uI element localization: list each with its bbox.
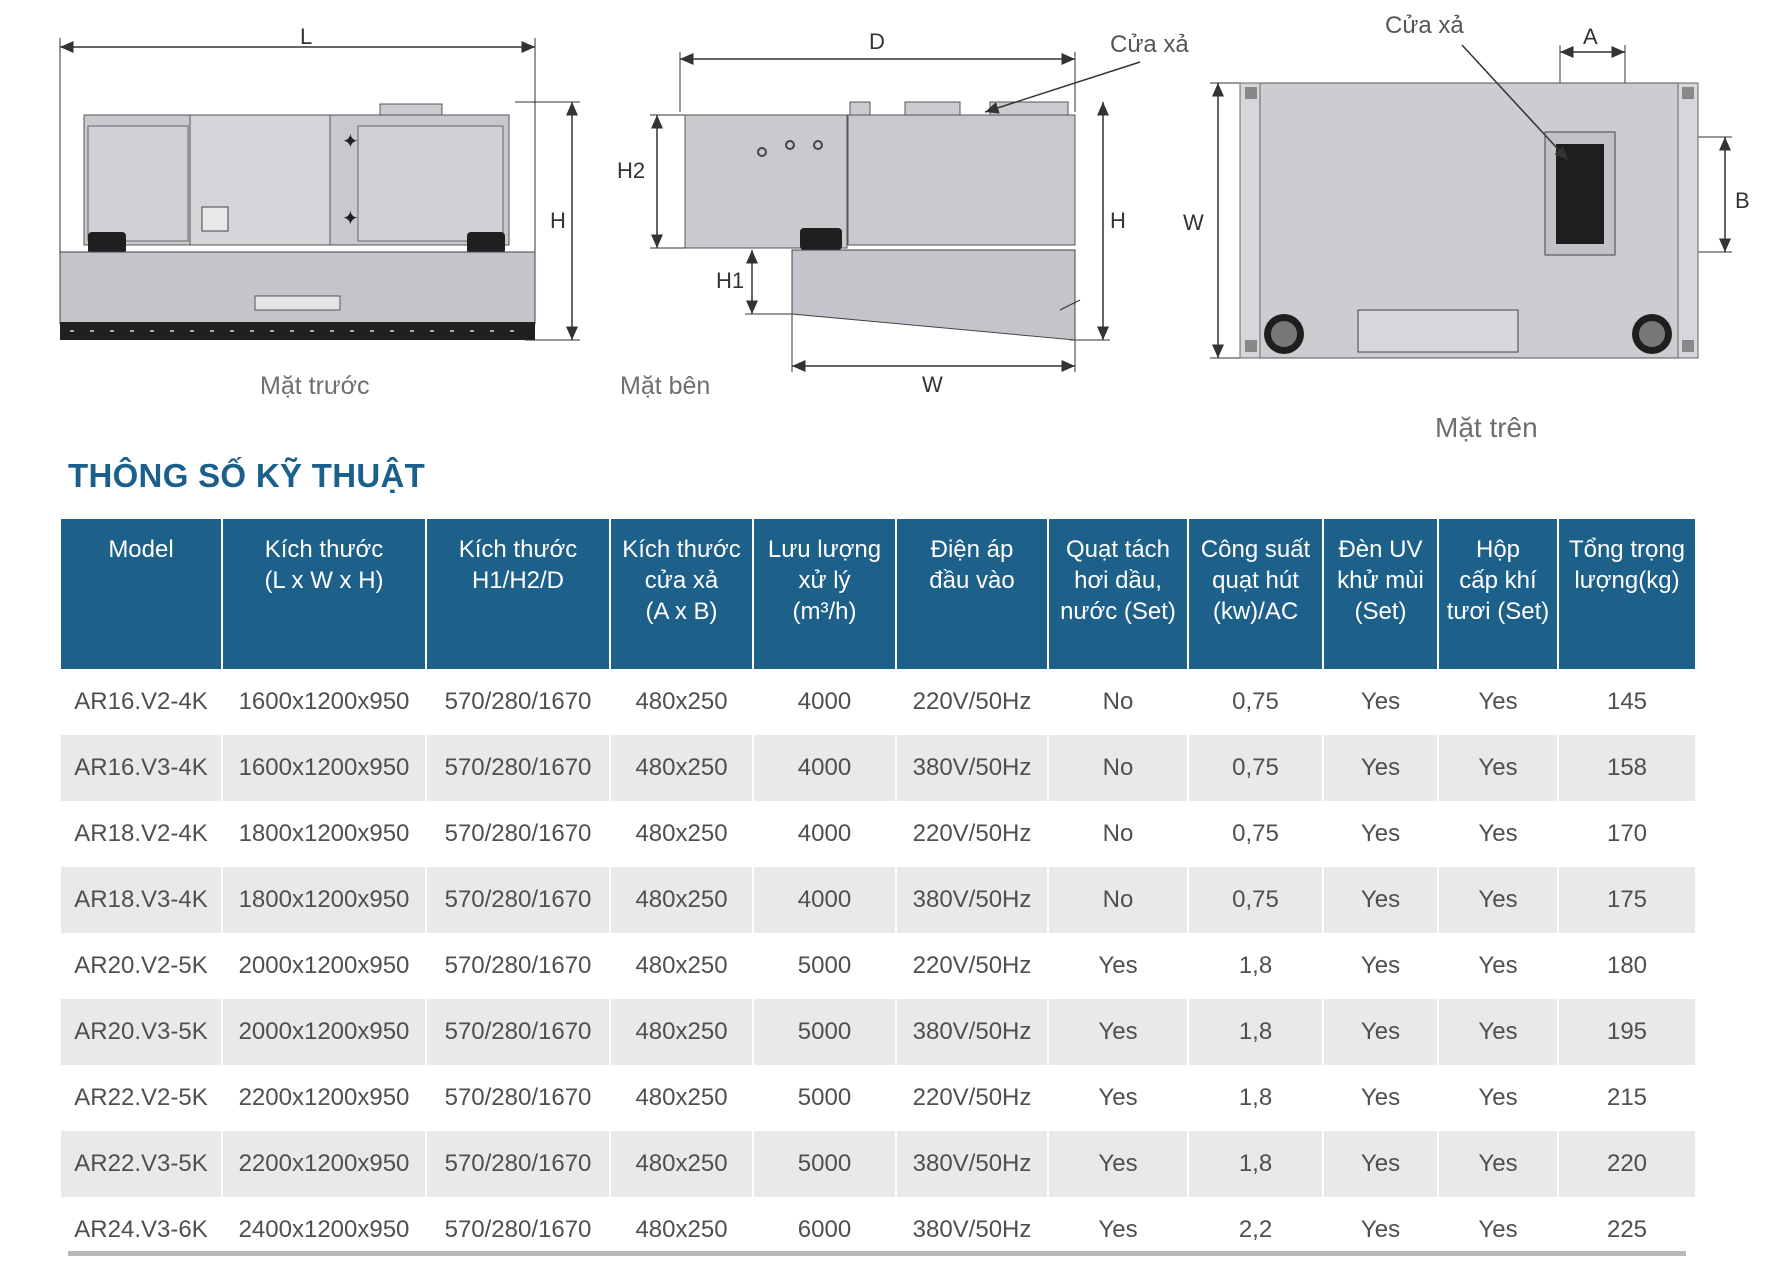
- table-header-row: [61, 519, 1695, 669]
- cell-outlet-size: 480x250: [635, 1216, 728, 1243]
- cell-dimensions: 1800x1200x950: [223, 867, 425, 933]
- cell-voltage: 380V/50Hz: [912, 1216, 1032, 1243]
- cell-voltage: 220V/50Hz: [912, 1084, 1032, 1111]
- cell-h1-h2-d: 570/280/1670: [444, 952, 592, 979]
- top-view-drawing: [1210, 45, 1732, 358]
- table-row: [61, 735, 1695, 801]
- cell-fresh-air-box: Yes: [1439, 735, 1557, 801]
- cell-total-weight: 215: [1606, 1084, 1648, 1111]
- front-view-caption: Mặt trước: [260, 372, 370, 400]
- cell-total-weight: 158: [1559, 735, 1695, 801]
- front-view-drawing: [60, 38, 580, 340]
- cell-airflow: 4000: [797, 820, 852, 847]
- header-fan-power: Công suất quạt hút (kw)/AC: [1189, 519, 1322, 669]
- cell-outlet-size: 480x250: [611, 999, 752, 1065]
- cell-voltage: 380V/50Hz: [897, 867, 1047, 933]
- cell-model: AR16.V2-4K: [74, 688, 208, 715]
- header-outlet-size: Kích thước cửa xả (A x B): [611, 519, 752, 669]
- cell-fan-power: 1,8: [1189, 1131, 1322, 1197]
- cell-fan-power: 0,75: [1232, 820, 1279, 847]
- cell-uv-lamp: Yes: [1324, 999, 1437, 1065]
- cell-fan-power: 1,8: [1238, 952, 1273, 979]
- dim-label-A: A: [1583, 24, 1598, 49]
- cell-dimensions: 2000x1200x950: [238, 952, 410, 979]
- cell-uv-lamp: Yes: [1324, 867, 1437, 933]
- cell-total-weight: 170: [1606, 820, 1648, 847]
- cell-oil-separator: Yes: [1049, 999, 1187, 1065]
- cell-airflow: 5000: [754, 999, 895, 1065]
- svg-text:✦: ✦: [342, 131, 359, 153]
- cell-uv-lamp: Yes: [1360, 820, 1401, 847]
- cell-uv-lamp: Yes: [1360, 1084, 1401, 1111]
- cell-model: AR20.V2-5K: [74, 952, 208, 979]
- cell-outlet-size: 480x250: [635, 952, 728, 979]
- top-view-caption: Mặt trên: [1435, 412, 1538, 443]
- cell-fresh-air-box: Yes: [1439, 999, 1557, 1065]
- cell-total-weight: 180: [1606, 952, 1648, 979]
- cell-voltage: 380V/50Hz: [897, 1131, 1047, 1197]
- cell-outlet-size: 480x250: [611, 867, 752, 933]
- cell-model: AR20.V3-5K: [61, 999, 221, 1065]
- header-voltage: Điện áp đầu vào: [897, 519, 1047, 669]
- header-model: Model: [61, 519, 221, 669]
- cell-total-weight: 145: [1606, 688, 1648, 715]
- cell-oil-separator: Yes: [1049, 1131, 1187, 1197]
- side-view-caption: Mặt bên: [620, 372, 711, 400]
- table-row: [61, 867, 1695, 933]
- cell-uv-lamp: Yes: [1324, 735, 1437, 801]
- header-uv-lamp: Đèn UV khử mùi (Set): [1324, 519, 1437, 669]
- cell-dimensions: 1600x1200x950: [238, 688, 410, 715]
- svg-text:✦: ✦: [342, 208, 359, 230]
- table-row: [61, 1065, 1695, 1131]
- cell-h1-h2-d: 570/280/1670: [444, 688, 592, 715]
- dim-label-L: L: [300, 24, 313, 49]
- cell-model: AR16.V3-4K: [61, 735, 221, 801]
- header-h1-h2-d: Kích thước H1/H2/D: [427, 519, 609, 669]
- cell-model: AR22.V3-5K: [61, 1131, 221, 1197]
- header-oil-separator: Quạt tách hơi dầu, nước (Set): [1049, 519, 1187, 669]
- cell-oil-separator: No: [1049, 735, 1187, 801]
- cell-total-weight: 225: [1606, 1216, 1648, 1243]
- cell-oil-separator: Yes: [1098, 1084, 1138, 1111]
- cell-fresh-air-box: Yes: [1439, 1131, 1557, 1197]
- cell-model: AR18.V3-4K: [61, 867, 221, 933]
- cell-h1-h2-d: 570/280/1670: [427, 999, 609, 1065]
- side-view-drawing: [650, 52, 1140, 372]
- dim-label-D: D: [869, 29, 885, 54]
- cell-airflow: 5000: [797, 1084, 852, 1111]
- cell-fresh-air-box: Yes: [1478, 1216, 1518, 1243]
- cell-fresh-air-box: Yes: [1478, 688, 1518, 715]
- cell-dimensions: 2000x1200x950: [223, 999, 425, 1065]
- cell-h1-h2-d: 570/280/1670: [427, 1131, 609, 1197]
- cell-uv-lamp: Yes: [1360, 1216, 1401, 1243]
- cell-h1-h2-d: 570/280/1670: [427, 867, 609, 933]
- table-row: [61, 1131, 1695, 1197]
- cell-fresh-air-box: Yes: [1439, 867, 1557, 933]
- cell-total-weight: 195: [1559, 999, 1695, 1065]
- header-total-weight: Tổng trọng lượng(kg): [1559, 519, 1695, 669]
- cell-voltage: 380V/50Hz: [897, 999, 1047, 1065]
- cell-oil-separator: No: [1049, 867, 1187, 933]
- cell-h1-h2-d: 570/280/1670: [444, 1216, 592, 1243]
- cell-airflow: 6000: [797, 1216, 852, 1243]
- table-row: [61, 999, 1695, 1065]
- outlet-label-top: Cửa xả: [1385, 12, 1464, 39]
- cell-total-weight: 175: [1559, 867, 1695, 933]
- cell-h1-h2-d: 570/280/1670: [427, 735, 609, 801]
- dim-label-W-top: W: [1183, 210, 1204, 235]
- cell-voltage: 220V/50Hz: [912, 952, 1032, 979]
- dim-label-W-side: W: [922, 372, 943, 397]
- cell-h1-h2-d: 570/280/1670: [444, 820, 592, 847]
- cell-outlet-size: 480x250: [635, 688, 728, 715]
- cell-oil-separator: No: [1102, 820, 1134, 847]
- cell-model: AR18.V2-4K: [74, 820, 208, 847]
- header-airflow: Lưu lượng xử lý (m³/h): [754, 519, 895, 669]
- cell-outlet-size: 480x250: [635, 820, 728, 847]
- cell-uv-lamp: Yes: [1324, 1131, 1437, 1197]
- cell-uv-lamp: Yes: [1360, 952, 1401, 979]
- cell-airflow: 5000: [754, 1131, 895, 1197]
- bottom-divider: [68, 1251, 1686, 1256]
- cell-voltage: 380V/50Hz: [897, 735, 1047, 801]
- cell-oil-separator: Yes: [1098, 952, 1138, 979]
- cell-airflow: 4000: [754, 867, 895, 933]
- dim-label-H1: H1: [716, 268, 745, 293]
- cell-dimensions: 2200x1200x950: [238, 1084, 410, 1111]
- dim-label-H-front: H: [550, 208, 566, 233]
- table-row: [61, 669, 1695, 735]
- dim-label-B: B: [1735, 188, 1750, 213]
- cell-fresh-air-box: Yes: [1478, 820, 1518, 847]
- cell-uv-lamp: Yes: [1360, 688, 1401, 715]
- cell-oil-separator: No: [1102, 688, 1134, 715]
- header-fresh-air-box: Hộp cấp khí tươi (Set): [1439, 519, 1557, 669]
- cell-model: AR24.V3-6K: [74, 1216, 208, 1243]
- cell-h1-h2-d: 570/280/1670: [444, 1084, 592, 1111]
- cell-oil-separator: Yes: [1098, 1216, 1138, 1243]
- outlet-label-side: Cửa xả: [1110, 31, 1189, 58]
- dim-label-H2: H2: [617, 158, 646, 183]
- cell-dimensions: 2400x1200x950: [238, 1216, 410, 1243]
- cell-fan-power: 1,8: [1189, 999, 1322, 1065]
- cell-dimensions: 1600x1200x950: [223, 735, 425, 801]
- dim-label-H-side: H: [1110, 208, 1126, 233]
- table-body: [61, 669, 1695, 1263]
- cell-voltage: 220V/50Hz: [912, 688, 1032, 715]
- cell-model: AR22.V2-5K: [74, 1084, 208, 1111]
- table-row: [61, 801, 1695, 867]
- cell-fan-power: 0,75: [1189, 735, 1322, 801]
- cell-fan-power: 0,75: [1189, 867, 1322, 933]
- cell-dimensions: 1800x1200x950: [238, 820, 410, 847]
- header-dimensions: Kích thước (L x W x H): [223, 519, 425, 669]
- cell-fan-power: 1,8: [1238, 1084, 1273, 1111]
- cell-airflow: 4000: [797, 688, 852, 715]
- cell-airflow: 4000: [754, 735, 895, 801]
- cell-outlet-size: 480x250: [635, 1084, 728, 1111]
- cell-fresh-air-box: Yes: [1478, 952, 1518, 979]
- cell-outlet-size: 480x250: [611, 1131, 752, 1197]
- cell-fan-power: 0,75: [1232, 688, 1279, 715]
- cell-dimensions: 2200x1200x950: [223, 1131, 425, 1197]
- cell-total-weight: 220: [1559, 1131, 1695, 1197]
- cell-fan-power: 2,2: [1238, 1216, 1273, 1243]
- cell-voltage: 220V/50Hz: [912, 820, 1032, 847]
- cell-fresh-air-box: Yes: [1478, 1084, 1518, 1111]
- table-row: [61, 933, 1695, 999]
- section-title: THÔNG SỐ KỸ THUẬT: [68, 457, 426, 494]
- cell-outlet-size: 480x250: [611, 735, 752, 801]
- spec-table: [59, 519, 1697, 1263]
- cell-airflow: 5000: [797, 952, 852, 979]
